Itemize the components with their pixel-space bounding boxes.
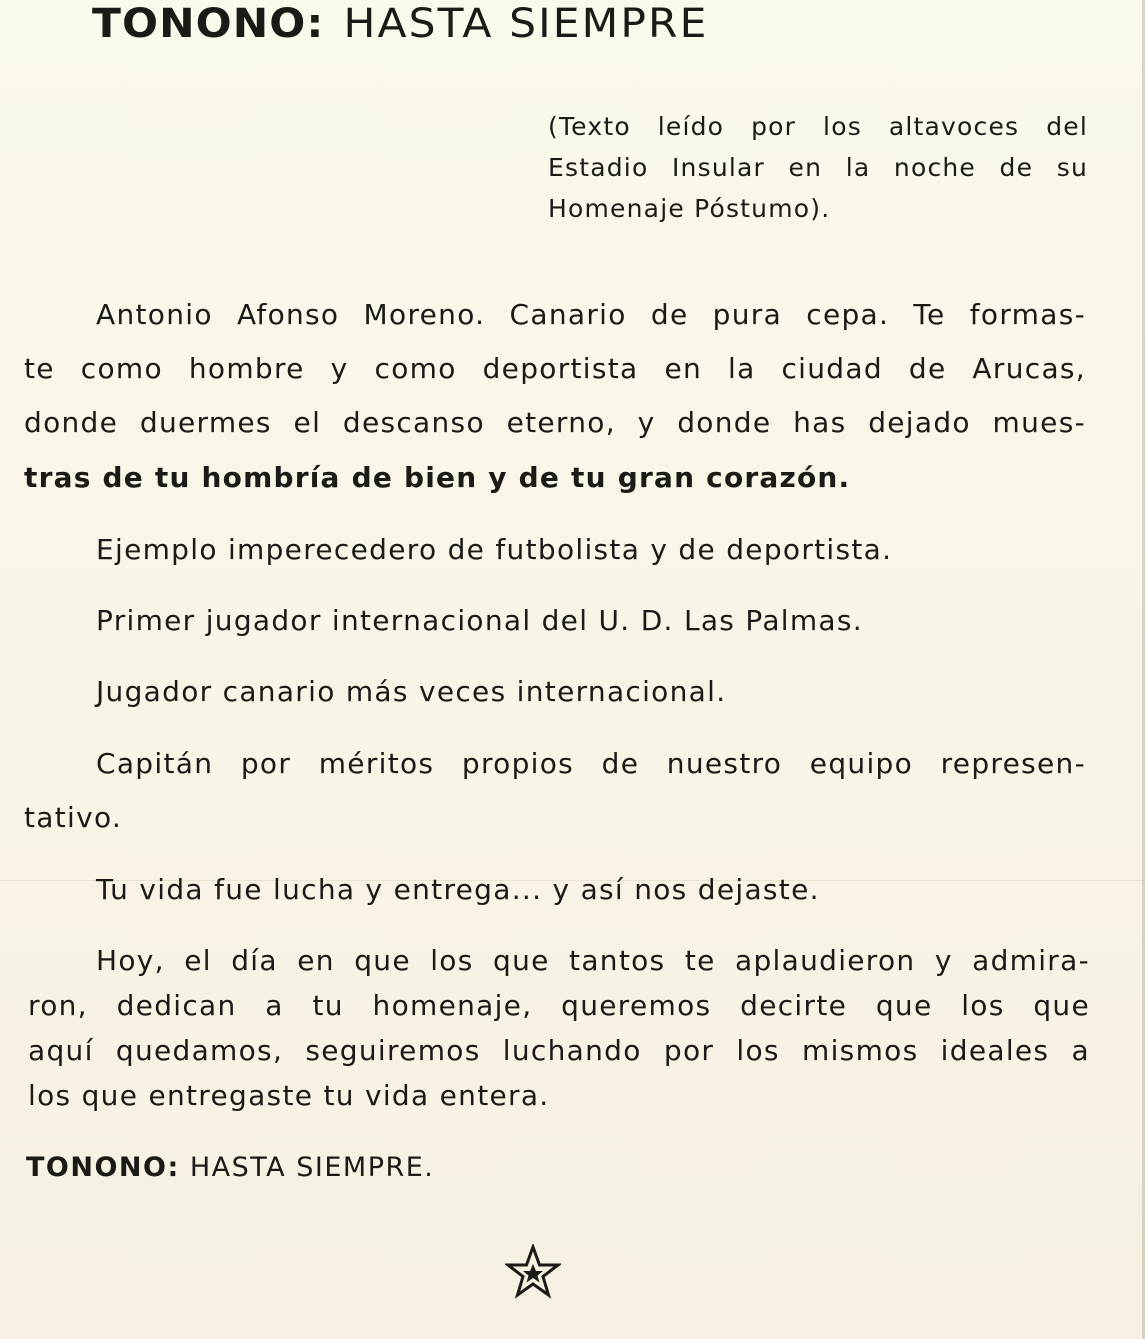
paragraph-1-line: donde duermes el descanso eterno, y donde has dejado mues- [24, 406, 1086, 439]
paragraph-7-line: los que entregaste tu vida entera. [28, 1079, 550, 1112]
paragraph-1-line: tras de tu hombría de bien y de tu gran corazón. [24, 461, 851, 494]
note-line: Estadio Insular en la noche de su [548, 153, 1088, 182]
signoff-farewell: HASTA SIEMPRE. [189, 1152, 435, 1183]
title-name: TONONO: [92, 1, 325, 47]
star-icon [505, 1244, 561, 1300]
paragraph-5-line: tativo. [24, 801, 123, 834]
note-line: Homenaje Póstumo). [548, 194, 831, 223]
note-line: (Texto leído por los altavoces del [548, 112, 1088, 141]
paragraph-7-line: aquí quedamos, seguiremos luchando por los mismos ideales a [28, 1034, 1090, 1067]
paragraph-7-line: ron, dedican a tu homenaje, queremos decirte que los que [28, 989, 1090, 1022]
signoff [26, 1150, 434, 1186]
page-title [92, 0, 709, 48]
paragraph-7-line: Hoy, el día en que los que tantos te aplaudieron y admira- [96, 944, 1090, 977]
paragraph-4: Jugador canario más veces internacional. [96, 675, 727, 708]
paragraph-1-line: Antonio Afonso Moreno. Canario de pura cepa. Te formas- [96, 298, 1086, 331]
paragraph-1-line: te como hombre y como deportista en la ciudad de Arucas, [24, 352, 1086, 385]
reading-note [548, 106, 1088, 229]
paragraph-5-line: Capitán por méritos propios de nuestro equipo represen- [96, 747, 1086, 780]
signoff-name: TONONO: [26, 1152, 180, 1183]
paragraph-6: Tu vida fue lucha y entrega... y así nos dejaste. [96, 873, 820, 906]
paragraph-3: Primer jugador internacional del U. D. Las Palmas. [96, 604, 863, 637]
paragraph-2: Ejemplo imperecedero de futbolista y de deportista. [96, 533, 893, 566]
title-farewell: HASTA SIEMPRE [343, 1, 709, 47]
